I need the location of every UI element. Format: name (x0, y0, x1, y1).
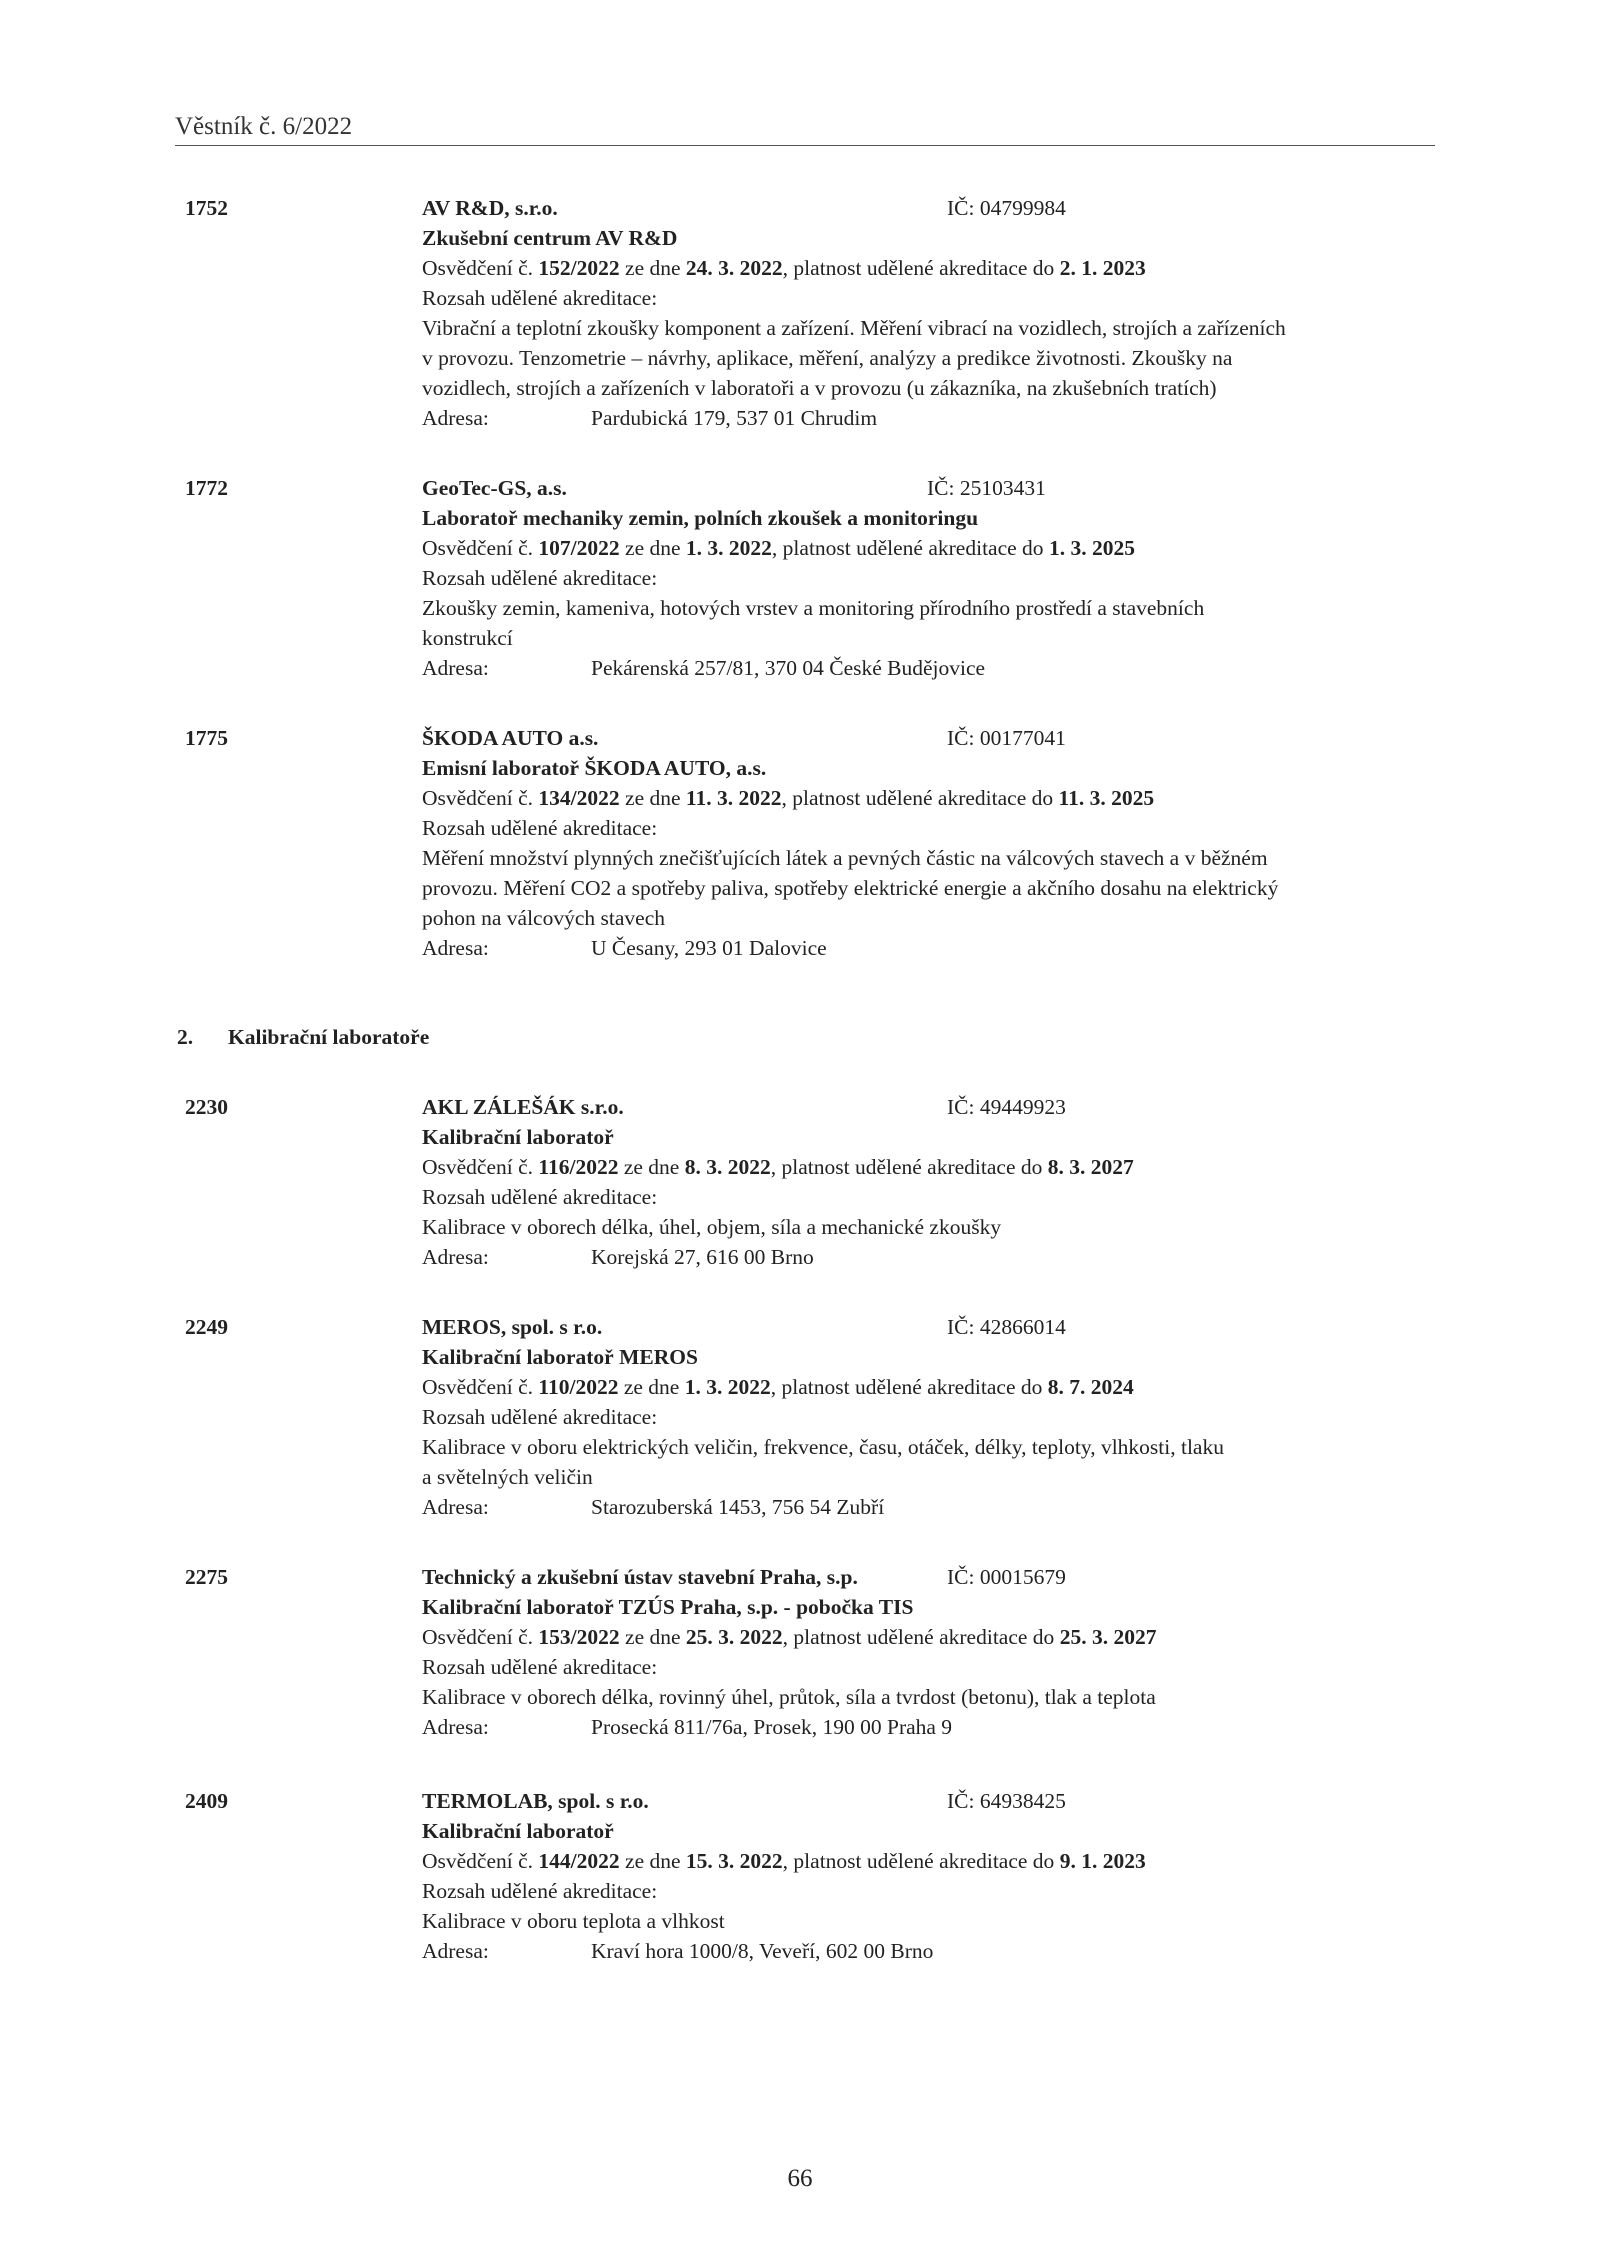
ico-number: IČ: 64938425 (947, 1789, 1066, 1813)
ico-number: IČ: 42866014 (947, 1315, 1066, 1339)
certificate-line: Osvědčení č. 107/2022 ze dne 1. 3. 2022, platnost udělené akreditace do 1. 3. 2025 (422, 536, 1135, 560)
lab-name: Kalibrační laboratoř MEROS (422, 1345, 698, 1369)
entry-number: 1775 (185, 726, 228, 750)
address-row (422, 933, 1432, 963)
scope-line: Vibrační a teplotní zkoušky komponent a zařízení. Měření vibrací na vozidlech, strojích a zařízeních (422, 316, 1286, 340)
certificate-date: 15. 3. 2022 (685, 1849, 783, 1873)
company-name: ŠKODA AUTO a.s. (422, 726, 599, 750)
lab-name: Laboratoř mechaniky zemin, polních zkoušek a monitoringu (422, 506, 979, 530)
scope-line: pohon na válcových stavech (422, 906, 665, 930)
certificate-line: Osvědčení č. 152/2022 ze dne 24. 3. 2022, platnost udělené akreditace do 2. 1. 2023 (422, 256, 1146, 280)
validity-date: 11. 3. 2025 (1058, 786, 1155, 810)
entry-body (422, 1562, 1432, 1742)
company-name: GeoTec-GS, a.s. (422, 476, 567, 500)
entry-number: 1752 (185, 196, 228, 220)
certificate-date: 1. 3. 2022 (685, 536, 772, 560)
lab-name: Kalibrační laboratoř TZÚS Praha, s.p. - pobočka TIS (422, 1595, 914, 1619)
certificate-number: 116/2022 (538, 1155, 619, 1179)
certificate-number: 144/2022 (538, 1849, 620, 1873)
scope-heading: Rozsah udělené akreditace: (422, 1405, 658, 1429)
ico-number: IČ: 25103431 (927, 476, 1046, 500)
certificate-date: 25. 3. 2022 (685, 1625, 783, 1649)
address-value: Prosecká 811/76a, Prosek, 190 00 Praha 9 (591, 1715, 953, 1739)
certificate-number: 107/2022 (538, 536, 620, 560)
address-row (422, 1936, 1432, 1966)
scope-heading: Rozsah udělené akreditace: (422, 1185, 658, 1209)
address-label: Adresa: (422, 1715, 489, 1739)
entry-body (422, 1786, 1432, 1966)
validity-date: 8. 7. 2024 (1047, 1375, 1134, 1399)
address-label: Adresa: (422, 406, 489, 430)
scope-heading: Rozsah udělené akreditace: (422, 1655, 658, 1679)
ico-number: IČ: 49449923 (947, 1095, 1066, 1119)
entry-body (422, 723, 1432, 963)
scope-heading: Rozsah udělené akreditace: (422, 286, 658, 310)
entry-body (422, 1092, 1432, 1272)
page-header (175, 113, 1435, 146)
entry-number: 1772 (185, 476, 228, 500)
certificate-number: 134/2022 (538, 786, 620, 810)
section-number: 2. (177, 1025, 194, 1049)
company-name: Technický a zkušební ústav stavební Praha, s.p. (422, 1565, 858, 1589)
entry-body (422, 473, 1432, 683)
certificate-date: 24. 3. 2022 (685, 256, 783, 280)
scope-heading: Rozsah udělené akreditace: (422, 816, 658, 840)
ico-number: IČ: 00177041 (947, 726, 1066, 750)
scope-line: provozu. Měření CO2 a spotřeby paliva, spotřeby elektrické energie a akčního dosahu na elektrický (422, 876, 1279, 900)
scope-line: a světelných veličin (422, 1465, 593, 1489)
scope-line: Kalibrace v oboru teplota a vlhkost (422, 1909, 725, 1933)
certificate-number: 152/2022 (538, 256, 620, 280)
company-name: AV R&D, s.r.o. (422, 196, 558, 220)
address-label: Adresa: (422, 1495, 489, 1519)
validity-date: 9. 1. 2023 (1059, 1849, 1146, 1873)
scope-line: vozidlech, strojích a zařízeních v laboratoři a v provozu (u zákazníka, na zkušebních tratích) (422, 376, 1217, 400)
scope-heading: Rozsah udělené akreditace: (422, 1879, 658, 1903)
scope-line: Měření množství plynných znečišťujících látek a pevných částic na válcových stavech a v běžném (422, 846, 1268, 870)
certificate-line: Osvědčení č. 144/2022 ze dne 15. 3. 2022, platnost udělené akreditace do 9. 1. 2023 (422, 1849, 1146, 1873)
validity-date: 8. 3. 2027 (1047, 1155, 1134, 1179)
address-row (422, 1712, 1432, 1742)
company-name: MEROS, spol. s r.o. (422, 1315, 603, 1339)
entry-number: 2230 (185, 1095, 228, 1119)
company-name: TERMOLAB, spol. s r.o. (422, 1789, 649, 1813)
address-value: U Česany, 293 01 Dalovice (591, 936, 827, 960)
lab-name: Emisní laboratoř ŠKODA AUTO, a.s. (422, 756, 767, 780)
address-row (422, 1242, 1432, 1272)
entry-body (422, 193, 1432, 433)
address-value: Pardubická 179, 537 01 Chrudim (591, 406, 878, 430)
certificate-date: 11. 3. 2022 (685, 786, 782, 810)
scope-line: Kalibrace v oboru elektrických veličin, frekvence, času, otáček, délky, teploty, vlhkosti, tlaku (422, 1435, 1224, 1459)
lab-name: Kalibrační laboratoř (422, 1125, 614, 1149)
header-title: Věstník č. 6/2022 (175, 113, 353, 140)
certificate-line: Osvědčení č. 134/2022 ze dne 11. 3. 2022, platnost udělené akreditace do 11. 3. 2025 (422, 786, 1155, 810)
ico-number: IČ: 04799984 (947, 196, 1066, 220)
certificate-number: 110/2022 (538, 1375, 619, 1399)
entry-number: 2409 (185, 1789, 228, 1813)
certificate-number: 153/2022 (538, 1625, 620, 1649)
certificate-line: Osvědčení č. 153/2022 ze dne 25. 3. 2022, platnost udělené akreditace do 25. 3. 2027 (422, 1625, 1157, 1649)
address-row (422, 653, 1432, 683)
company-name: AKL ZÁLEŠÁK s.r.o. (422, 1095, 624, 1119)
certificate-line: Osvědčení č. 110/2022 ze dne 1. 3. 2022, platnost udělené akreditace do 8. 7. 2024 (422, 1375, 1134, 1399)
address-value: Kraví hora 1000/8, Veveří, 602 00 Brno (591, 1939, 934, 1963)
certificate-date: 8. 3. 2022 (684, 1155, 771, 1179)
entry-number: 2249 (185, 1315, 228, 1339)
lab-name: Kalibrační laboratoř (422, 1819, 614, 1843)
entry-number: 2275 (185, 1565, 228, 1589)
address-label: Adresa: (422, 1939, 489, 1963)
address-label: Adresa: (422, 936, 489, 960)
lab-name: Zkušební centrum AV R&D (422, 226, 678, 250)
address-value: Pekárenská 257/81, 370 04 České Budějovice (591, 656, 986, 680)
validity-date: 1. 3. 2025 (1048, 536, 1135, 560)
section-title: Kalibrační laboratoře (228, 1025, 430, 1049)
address-row (422, 1492, 1432, 1522)
certificate-date: 1. 3. 2022 (684, 1375, 771, 1399)
address-row (422, 403, 1432, 433)
section-heading (175, 1025, 429, 1050)
scope-line: konstrukcí (422, 626, 513, 650)
scope-line: Kalibrace v oborech délka, rovinný úhel, průtok, síla a tvrdost (betonu), tlak a teplota (422, 1685, 1156, 1709)
scope-heading: Rozsah udělené akreditace: (422, 566, 658, 590)
scope-line: Kalibrace v oborech délka, úhel, objem, síla a mechanické zkoušky (422, 1215, 1002, 1239)
validity-date: 2. 1. 2023 (1059, 256, 1146, 280)
entry-body (422, 1312, 1432, 1522)
page-number: 66 (787, 2165, 813, 2192)
address-label: Adresa: (422, 656, 489, 680)
address-label: Adresa: (422, 1245, 489, 1269)
scope-line: Zkoušky zemin, kameniva, hotových vrstev a monitoring přírodního prostředí a stavebních (422, 596, 1205, 620)
scope-line: v provozu. Tenzometrie – návrhy, aplikace, měření, analýzy a predikce životnosti. Zkoušky na (422, 346, 1233, 370)
address-value: Korejská 27, 616 00 Brno (591, 1245, 814, 1269)
validity-date: 25. 3. 2027 (1059, 1625, 1157, 1649)
address-value: Starozuberská 1453, 756 54 Zubří (591, 1495, 885, 1519)
ico-number: IČ: 00015679 (947, 1565, 1066, 1589)
certificate-line: Osvědčení č. 116/2022 ze dne 8. 3. 2022, platnost udělené akreditace do 8. 3. 2027 (422, 1155, 1134, 1179)
